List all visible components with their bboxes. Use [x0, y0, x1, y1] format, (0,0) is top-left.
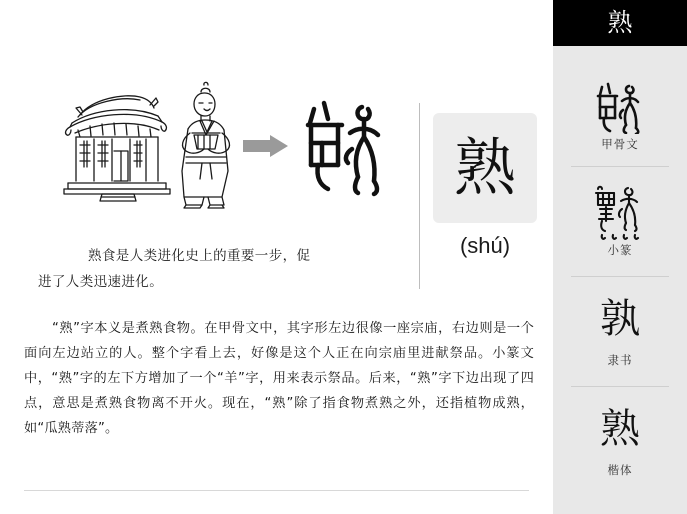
caption-line-2: 进了人类迅速进化。: [38, 274, 164, 290]
oracle-bone-character: [300, 93, 400, 198]
evolution-item-clerical-script: [553, 288, 687, 368]
character-card: [433, 113, 537, 223]
evolution-label-regular-script: 楷体: [607, 463, 633, 477]
character-glyph: 熟: [453, 131, 516, 204]
body-paragraph: “熟”字本义是煮熟食物。在甲骨文中，其字形左边很像一座宗庙，右边则是一个面向左边站立的人。整个字看上去，好像是这个人正在向宗庙里进献祭品。小篆文中，“熟”字的左下方增加了一个“羊”字，用来表示祭品。后来，“熟”字下边出现了四点，意思是煮熟食物离不开火。现在，“熟”除了指食物煮熟之外，还指植物成熟，如“瓜熟蒂落”。: [24, 321, 534, 436]
sidebar-separator: [571, 386, 669, 387]
arrow-right-icon: [243, 135, 288, 157]
clerical-script-glyph: 孰: [600, 296, 640, 342]
script-evolution-sidebar: [553, 0, 687, 514]
pinyin-label: (shú): [459, 233, 511, 258]
evolution-item-seal-script: [553, 178, 687, 258]
caption-line-1: 熟食是人类进化史上的重要一步，促: [88, 248, 311, 264]
evolution-item-oracle-bone: [553, 72, 687, 152]
illustration-caption: [38, 243, 518, 295]
seal-script-glyph: [553, 178, 687, 240]
temple-and-person-drawing: [62, 75, 237, 210]
bottom-divider: [24, 490, 529, 491]
evolution-label-clerical-script: 隶书: [607, 353, 633, 367]
evolution-label-oracle-bone: 甲骨文: [601, 137, 639, 151]
regular-script-glyph: 熟: [600, 406, 640, 452]
evolution-label-seal-script: 小篆: [607, 243, 633, 257]
sidebar-header-character: 熟: [553, 0, 687, 46]
oracle-bone-script-glyph: [553, 72, 687, 134]
sidebar-separator: [571, 166, 669, 167]
sidebar-separator: [571, 276, 669, 277]
evolution-item-regular-script: [553, 398, 687, 478]
